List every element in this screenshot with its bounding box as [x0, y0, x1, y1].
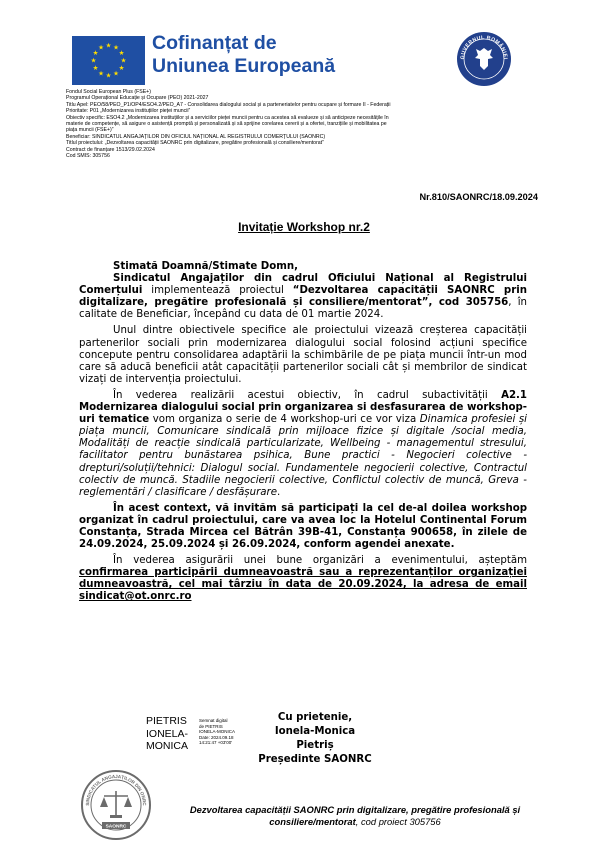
- eu-star-icon: ★: [118, 49, 125, 58]
- eu-star-icon: ★: [105, 71, 112, 80]
- paragraph-3-text: În vederea realizării acestui obiectiv, în cadrul subactivității: [113, 389, 502, 401]
- paragraph-5: [79, 555, 527, 603]
- funding-line: materie de competențe, să asigure o asistență promptă și personalizată și să sprijine corelarea cererii și a ofertei, tranzițiile și mobilitatea pe: [66, 121, 387, 128]
- signature-detail-line: IONELA-MONICA: [199, 729, 236, 735]
- eu-star-icon: ★: [92, 49, 99, 58]
- funding-line: Programul Operațional Educație și Ocupare (PEO) 2021-2027: [66, 95, 209, 102]
- government-seal-icon: [456, 31, 512, 87]
- paragraph-5-text: În vederea asigurării unei bune organizări a evenimentului, așteptăm: [113, 555, 527, 567]
- signature-detail-line: 14:21:47 +03'00': [199, 740, 233, 746]
- paragraph-1-end: , în calitate de Beneficiar, începând cu data de 01 martie 2024.: [79, 297, 527, 321]
- signature-detail-line: de PIETRIS: [199, 723, 223, 729]
- banner-line-1: Cofinanțat de: [152, 32, 277, 54]
- closing-block: [255, 711, 375, 767]
- footer-project-title: Dezvoltarea capacității SAONRC prin digitalizare, pregătire profesională și consiliere/mentorat: [189, 804, 521, 827]
- funding-line: Titlu Apel: PEO/58/PEO_P1/OP4/ESO4.2/PEO_A7 - Consolidarea dialogului social și a parteneriatelor pentru ocupare și formare II - Federații: [66, 101, 391, 108]
- signature-details: [199, 718, 235, 746]
- funding-info: [66, 89, 516, 159]
- digital-signature: [146, 715, 266, 759]
- confirmation-request: confirmarea participării dumneavoastră sau a reprezentanților organizației dumneavoastră, cel mai târziu în data de 20.09.2024, la adresa de email sindicat@ot.onrc.ro: [79, 567, 527, 603]
- eu-flag-icon: [72, 36, 145, 85]
- paragraph-3: [79, 390, 527, 499]
- greeting: Stimată Doamnă/Stimate Domn,: [113, 261, 298, 272]
- reference-number: Nr.810/SAONRC/18.09.2024: [419, 192, 538, 202]
- signature-name-line: IONELA-: [146, 727, 189, 740]
- eu-star-icon: ★: [92, 64, 99, 73]
- footer-project-line: [180, 804, 530, 828]
- union-seal-icon: [80, 769, 152, 841]
- page-title: Invitație Workshop nr.2: [238, 220, 370, 234]
- paragraph-1-project: “Dezvoltarea capacității SAONRC prin digitalizare, pregătire profesională și consiliere/mentorat”, cod 305756: [79, 285, 527, 309]
- funding-line: Contract de finanțare 1513/29.02.2024: [66, 146, 155, 153]
- eu-star-icon: ★: [113, 69, 119, 78]
- funding-line: Fondul Social European Plus (FSE+): [66, 89, 151, 95]
- signature-name-line: PIETRIS: [146, 715, 187, 727]
- eu-star-icon: ★: [113, 43, 119, 52]
- svg-text:GUVERNUL ROMÂNIEI: GUVERNUL ROMÂNIEI: [459, 34, 509, 60]
- banner-line-2: Uniunea Europeană: [152, 55, 336, 77]
- paragraph-3-topics: Dinamica profesiei și piața muncii, Comunicare sindicală prin mijloace fizice și digitale /social media, Modalități de reacție sindicală particularizate, Wellbeing - managementul stresului, facilitator pentru bunăstarea psihica, Bune practici - Negocieri colective - drepturi/soluții/tehnici: Dialogul social. Fundamentele negocierii colective, Contractul colectiv de muncă. Stadiile negocierii colective, Conflictul colectiv de muncă, Greva - reglementări / clasificare / desfășurare: [79, 414, 527, 498]
- svg-text:SINDICATUL ANGAJAȚILOR DIN ONR: SINDICATUL ANGAJAȚILOR DIN ONRC: [84, 773, 148, 806]
- svg-text:SAONRC: SAONRC: [105, 824, 127, 830]
- funding-line: Obiectiv specific: ESO4.2 „Modernizarea instituțiilor și a serviciilor pieței muncii pentru ca acestea să evalueze și să anticipeze necesitățile în: [66, 114, 389, 121]
- eu-star-icon: ★: [118, 64, 125, 73]
- signature-detail-line: Semnat digital: [199, 718, 228, 723]
- paragraph-2: Unul dintre obiectivele specifice ale proiectului vizează creșterea capacității partenerilor sociali prin modernizarea dialogului social folosind acțiuni specifice concepute pentru consolidarea adaptării la schimbările de pe piața muncii într-un mod care să aducă beneficii atât capacității partenerilor sociali cât și membrilor de sindicat vizați de intervenția proiectului.: [79, 325, 527, 385]
- eu-star-icon: ★: [90, 56, 97, 65]
- closing-salutation: Cu prietenie,: [277, 712, 353, 723]
- signatory-role: Președinte SAONRC: [258, 754, 372, 765]
- funding-line: Cod SMIS: 305756: [66, 153, 110, 160]
- eu-star-icon: ★: [120, 56, 127, 65]
- signature-detail-line: Date: 2024.09.18: [199, 734, 234, 740]
- cofinancing-banner: [152, 32, 335, 78]
- eu-star-icon: ★: [98, 43, 104, 52]
- funding-line: Beneficiar: SINDICATUL ANGAJAȚILOR DIN OFICIUL NAȚIONAL AL REGISTRULUI COMERȚULUI (SAONRC): [66, 133, 326, 140]
- letter-body: [79, 261, 527, 608]
- paragraph-3-mid: vom organiza o serie de 4 workshop-uri ce vor viza: [149, 414, 420, 426]
- signatory-name: Ionela-Monica Pietriș: [274, 726, 356, 751]
- signature-name-line: MONICA: [146, 740, 188, 752]
- funding-line: Titlul proiectului: „Dezvoltarea capacității SAONRC prin digitalizare, pregătire profesională și consiliere/mentorat”: [66, 140, 324, 147]
- eu-star-icon: ★: [98, 69, 104, 78]
- paragraph-3-activity: A2.1 Modernizarea dialogului social prin organizarea si desfasurarea de workshop-uri tematice: [79, 389, 527, 426]
- funding-line: piața muncii (FSE+)”: [66, 127, 114, 134]
- paragraph-4: În acest context, vă invităm să participați la cel de-al doilea workshop organizat în cadrul proiectului, care va avea loc la Hotelul Continental Forum Constanța, Strada Mircea cel Bătrân 39B-41, Constanța 900658, în zilele de 24.09.2024, 25.09.2024 și 26.09.2024, conform agendei anexate.: [79, 502, 527, 551]
- eu-star-icon: ★: [105, 41, 112, 50]
- paragraph-1-union: Sindicatul Angajaților din cadrul Oficiului Național al Registrului Comerțului: [79, 273, 527, 297]
- signature-name: [146, 715, 188, 753]
- paragraph-3-end: .: [276, 486, 281, 498]
- footer-project-code: , cod proiect 305756: [355, 816, 441, 827]
- funding-line: Prioritate: P01 „Modernizarea instituțiilor pieței muncii”: [66, 108, 191, 115]
- paragraph-1-text: implementează proiectul: [142, 285, 293, 297]
- paragraph-1: [79, 273, 527, 321]
